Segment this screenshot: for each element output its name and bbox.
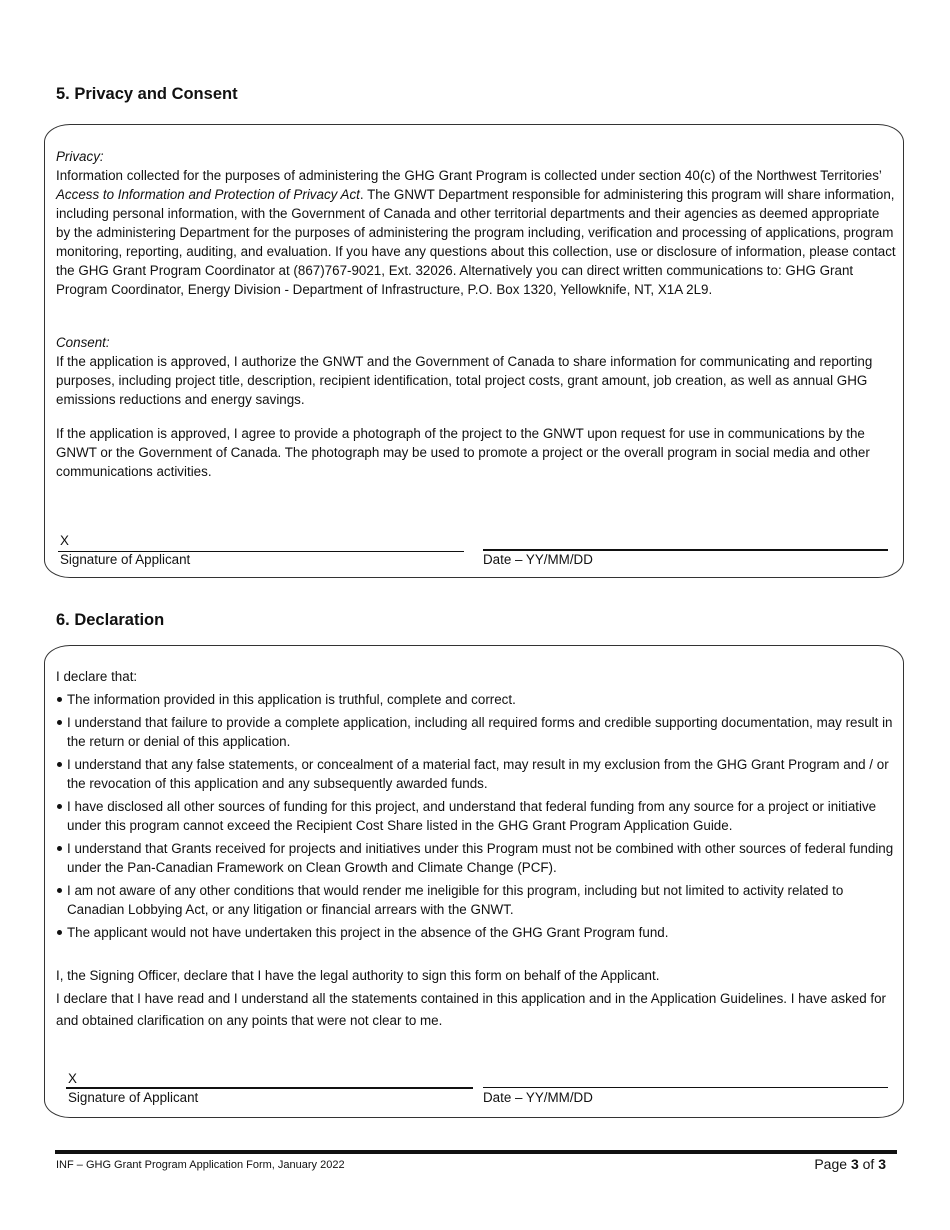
privacy-text-part-2: . The GNWT Department responsible for administering this program will share information, including personal information, with the Government of Canada and other territorial departments and their agencies as deemed appropriate by the administering Department for the purposes of administering the program including, verification and processing of applications, program monitoring, reporting, auditing, and evaluation. If you have any questions about this collection, use or disclosure of information, please contact the GHG Grant Program Coordinator at (867)767-9021, Ext. 32026. Alternatively you can direct written communications to: GHG Grant Program Coordinator, Energy Division - Department of Infrastructure, P.O. Box 1320, Yellowknife, NT, X1A 2L9. — [56, 187, 896, 297]
declaration-intro: I declare that: — [56, 669, 138, 684]
signature-x-mark: X — [60, 533, 69, 548]
declaration-date-label: Date – YY/MM/DD — [483, 1090, 593, 1105]
signature-label: Signature of Applicant — [60, 552, 191, 567]
page-current: 3 — [850, 1156, 859, 1172]
page-of: of — [858, 1156, 879, 1172]
date-line[interactable] — [483, 549, 888, 551]
consent-text-1: If the application is approved, I authorize the GNWT and the Government of Canada to share information for communicating and reporting purposes, including project title, description, recipient identification, total project costs, grant amount, job creation, as well as annual GHG emissions reductions and energy savings. — [56, 354, 873, 407]
page-total: 3 — [878, 1156, 886, 1172]
list-item: The applicant would not have undertaken this project in the absence of the GHG Grant Program fund. — [56, 923, 896, 942]
list-item: I understand that failure to provide a complete application, including all required forms and credible supporting documentation, may result in the return or denial of this application. — [56, 713, 896, 751]
declaration-signature-line[interactable] — [66, 1087, 473, 1089]
declaration-signature-label: Signature of Applicant — [68, 1090, 199, 1105]
privacy-label: Privacy: — [56, 149, 104, 164]
declaration-date-line[interactable] — [483, 1087, 888, 1088]
page-word: Page — [814, 1156, 851, 1172]
declaration-list — [56, 690, 896, 946]
list-item: I am not aware of any other conditions that would render me ineligible for this program, including but not limited to activity related to Canadian Lobbying Act, or any litigation or financial arrears with the GNWT. — [56, 881, 896, 919]
list-item: I understand that any false statements, or concealment of a material fact, may result in my exclusion from the GHG Grant Program and / or the revocation of this application and any subsequently awarded funds. — [56, 755, 896, 793]
privacy-act-name: Access to Information and Protection of Privacy Act — [56, 187, 360, 202]
list-item: The information provided in this application is truthful, complete and correct. — [56, 690, 896, 709]
declaration-signature-x-mark: X — [68, 1071, 77, 1086]
privacy-text — [56, 166, 896, 299]
signing-officer-text: I, the Signing Officer, declare that I have the legal authority to sign this form on behalf of the Applicant. — [56, 968, 660, 983]
section-6-heading: 6. Declaration — [56, 611, 165, 629]
privacy-text-part-1: Information collected for the purposes of administering the GHG Grant Program is collected under section 40(c) of the Northwest Territories’ — [56, 168, 882, 183]
list-item: I have disclosed all other sources of funding for this project, and understand that federal funding from any source for a project or initiative under this program cannot exceed the Recipient Cost Share listed in the GHG Grant Program Application Guide. — [56, 797, 896, 835]
page-number — [814, 1156, 886, 1172]
footer-rule — [55, 1150, 897, 1154]
footer-form-name: INF – GHG Grant Program Application Form, January 2022 — [56, 1159, 345, 1171]
date-label: Date – YY/MM/DD — [483, 552, 593, 567]
consent-text-2: If the application is approved, I agree to provide a photograph of the project to the GNWT upon request for use in communications by the GNWT or the Government of Canada. The photograph may be used to promote a project or the overall program in social media and other communications activities. — [56, 426, 870, 479]
section-5-heading: 5. Privacy and Consent — [56, 85, 238, 103]
read-understand-text: I declare that I have read and I understand all the statements contained in this application and in the Application Guidelines. I have asked for and obtained clarification on any points that were not clear to me. — [56, 991, 887, 1028]
consent-label: Consent: — [56, 335, 110, 350]
list-item: I understand that Grants received for projects and initiatives under this Program must not be combined with other sources of federal funding under the Pan-Canadian Framework on Clean Growth and Climate Change (PCF). — [56, 839, 896, 877]
